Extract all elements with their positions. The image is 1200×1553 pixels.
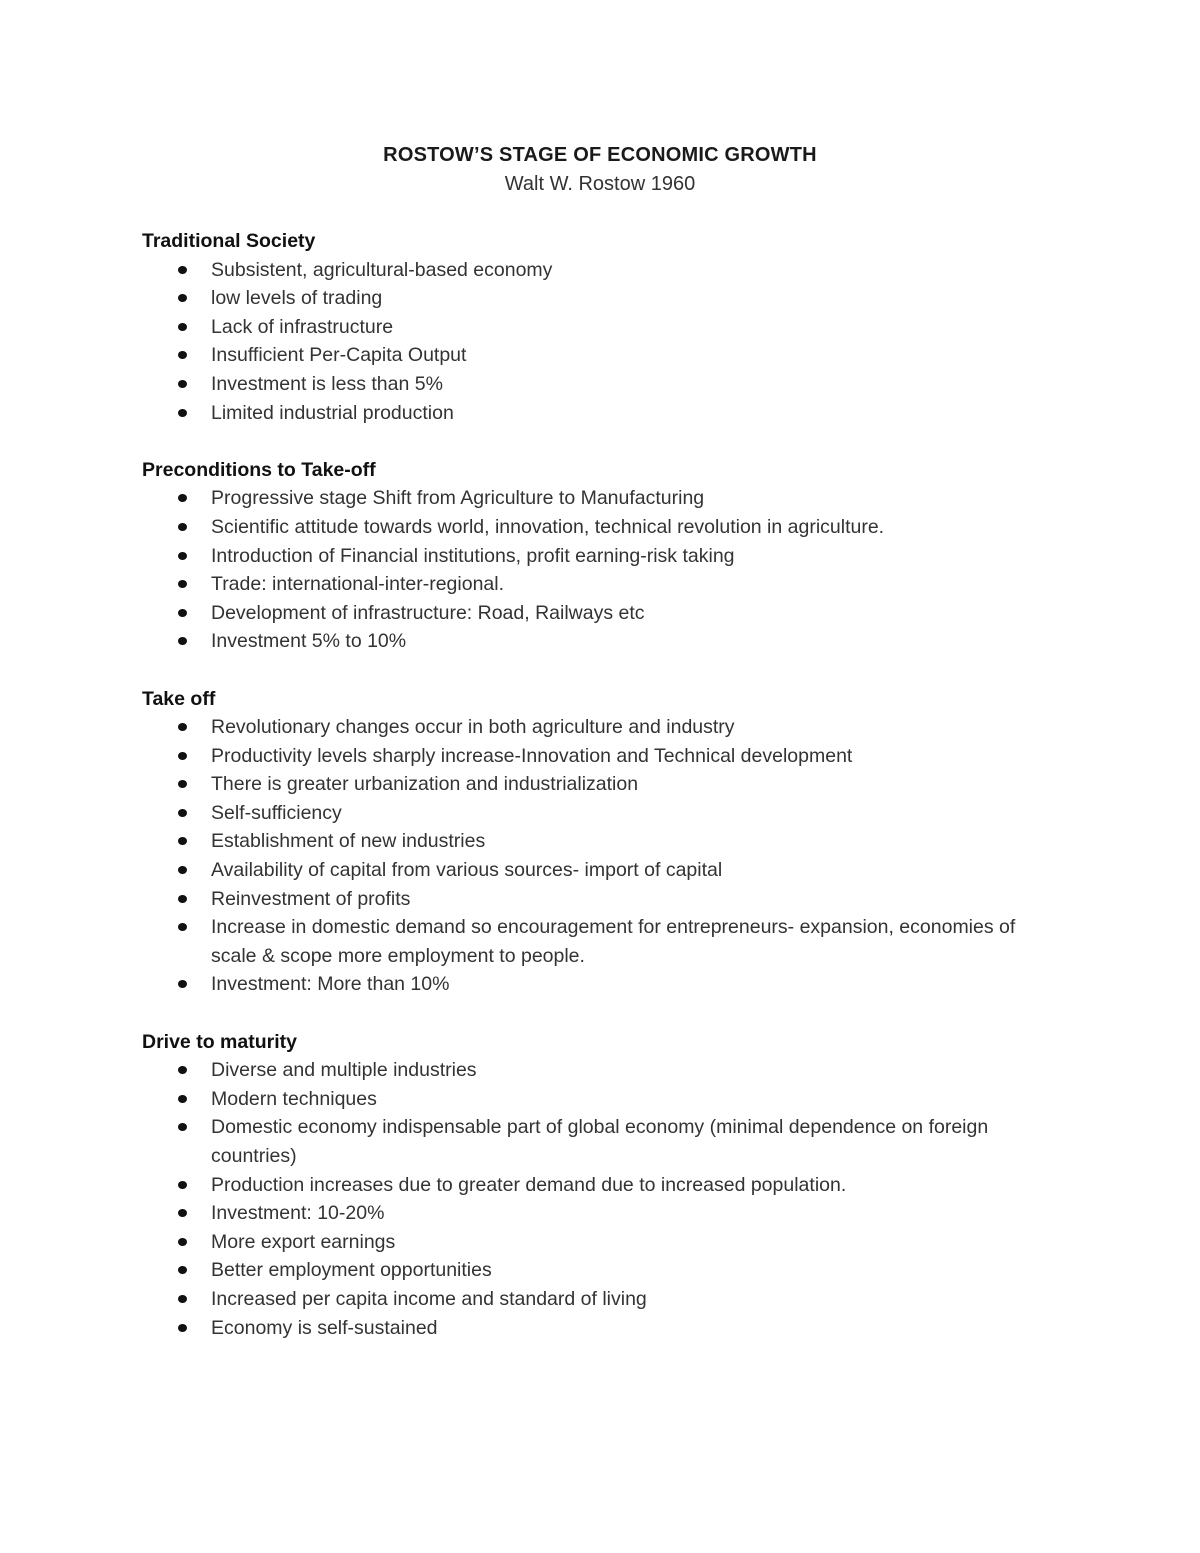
bullet-text: Investment 5% to 10% bbox=[211, 630, 407, 653]
bullet-dot-icon bbox=[178, 494, 187, 502]
bullet-dot-icon bbox=[178, 523, 187, 531]
bullet-dot-icon bbox=[178, 752, 187, 760]
bullet-text: Introduction of Financial institutions, profit earning-risk taking bbox=[211, 544, 735, 567]
bullet-dot-icon bbox=[178, 1295, 187, 1303]
bullet-dot-icon bbox=[178, 1181, 187, 1189]
bullet-dot-icon bbox=[178, 1266, 187, 1274]
bullet-item bbox=[142, 1285, 1042, 1314]
bullet-item bbox=[142, 1113, 1042, 1170]
document-title: ROSTOW’S STAGE OF ECONOMIC GROWTH bbox=[383, 144, 817, 166]
bullet-text: Increased per capita income and standard of living bbox=[211, 1287, 647, 1310]
bullet-text: Development of infrastructure: Road, Railways etc bbox=[211, 601, 645, 624]
bullet-dot-icon bbox=[178, 780, 187, 788]
bullet-item bbox=[142, 341, 1042, 370]
bullet-text: Limited industrial production bbox=[211, 401, 454, 424]
bullet-dot-icon bbox=[178, 809, 187, 817]
bullet-dot-icon bbox=[178, 409, 187, 417]
bullet-item bbox=[142, 370, 1042, 399]
bullet-item bbox=[142, 742, 1042, 771]
bullet-list bbox=[142, 1056, 1042, 1342]
bullet-dot-icon bbox=[178, 323, 187, 331]
bullet-dot-icon bbox=[178, 637, 187, 645]
bullet-text: Economy is self-sustained bbox=[211, 1316, 438, 1339]
bullet-text: Self-sufficiency bbox=[211, 801, 342, 824]
bullet-dot-icon bbox=[178, 1209, 187, 1217]
bullet-item bbox=[142, 484, 1042, 513]
section-heading: Take off bbox=[142, 687, 216, 710]
bullet-text: Investment: More than 10% bbox=[211, 973, 450, 996]
bullet-item bbox=[142, 713, 1042, 742]
bullet-dot-icon bbox=[178, 1324, 187, 1332]
bullet-item bbox=[142, 570, 1042, 599]
document-body bbox=[142, 227, 1042, 1371]
section bbox=[142, 685, 1042, 1000]
bullet-text: Progressive stage Shift from Agriculture to Manufacturing bbox=[211, 487, 705, 510]
bullet-list bbox=[142, 713, 1042, 999]
bullet-dot-icon bbox=[178, 351, 187, 359]
bullet-item bbox=[142, 256, 1042, 285]
bullet-dot-icon bbox=[178, 980, 187, 988]
bullet-item bbox=[142, 1085, 1042, 1114]
bullet-dot-icon bbox=[178, 609, 187, 617]
bullet-item bbox=[142, 284, 1042, 313]
section-heading: Preconditions to Take-off bbox=[142, 458, 376, 481]
bullet-dot-icon bbox=[178, 580, 187, 588]
bullet-text: Diverse and multiple industries bbox=[211, 1059, 477, 1082]
section bbox=[142, 456, 1042, 656]
bullet-text: Scientific attitude towards world, innovation, technical revolution in agriculture. bbox=[211, 515, 885, 538]
bullet-list bbox=[142, 484, 1042, 656]
bullet-text: There is greater urbanization and industrialization bbox=[211, 773, 639, 796]
bullet-dot-icon bbox=[178, 380, 187, 388]
bullet-text: Revolutionary changes occur in both agriculture and industry bbox=[211, 716, 735, 739]
bullet-item bbox=[142, 970, 1042, 999]
bullet-item bbox=[142, 1228, 1042, 1257]
bullet-dot-icon bbox=[178, 552, 187, 560]
bullet-item bbox=[142, 313, 1042, 342]
bullet-item bbox=[142, 1314, 1042, 1343]
bullet-text: Investment: 10-20% bbox=[211, 1202, 385, 1225]
bullet-item bbox=[142, 542, 1042, 571]
bullet-dot-icon bbox=[178, 723, 187, 731]
bullet-text: Domestic economy indispensable part of global economy (minimal dependence on foreign countries) bbox=[211, 1116, 989, 1167]
bullet-text: More export earnings bbox=[211, 1230, 396, 1253]
bullet-dot-icon bbox=[178, 895, 187, 903]
bullet-item bbox=[142, 1171, 1042, 1200]
bullet-dot-icon bbox=[178, 294, 187, 302]
bullet-item bbox=[142, 1056, 1042, 1085]
bullet-text: Modern techniques bbox=[211, 1087, 377, 1110]
bullet-list bbox=[142, 256, 1042, 428]
bullet-text: low levels of trading bbox=[211, 287, 383, 310]
bullet-text: Subsistent, agricultural-based economy bbox=[211, 258, 553, 281]
section-heading: Traditional Society bbox=[142, 230, 316, 252]
bullet-item bbox=[142, 399, 1042, 428]
bullet-text: Availability of capital from various sources- import of capital bbox=[211, 859, 723, 882]
bullet-dot-icon bbox=[178, 866, 187, 874]
bullet-dot-icon bbox=[178, 1066, 187, 1074]
bullet-text: Better employment opportunities bbox=[211, 1259, 492, 1282]
bullet-item bbox=[142, 913, 1042, 970]
bullet-item bbox=[142, 799, 1042, 828]
bullet-item bbox=[142, 856, 1042, 885]
bullet-item bbox=[142, 885, 1042, 914]
bullet-item bbox=[142, 1256, 1042, 1285]
document-subtitle: Walt W. Rostow 1960 bbox=[504, 173, 696, 195]
bullet-item bbox=[142, 1199, 1042, 1228]
bullet-dot-icon bbox=[178, 1095, 187, 1103]
bullet-text: Investment is less than 5% bbox=[211, 372, 443, 395]
bullet-text: Increase in domestic demand so encouragement for entrepreneurs- expansion, economies of scale & scope more employment to people. bbox=[211, 916, 1016, 967]
bullet-item bbox=[142, 627, 1042, 656]
bullet-dot-icon bbox=[178, 837, 187, 845]
bullet-dot-icon bbox=[178, 1238, 187, 1246]
bullet-item bbox=[142, 827, 1042, 856]
bullet-text: Establishment of new industries bbox=[211, 830, 486, 853]
section bbox=[142, 227, 1042, 427]
section-heading: Drive to maturity bbox=[142, 1030, 297, 1053]
bullet-dot-icon bbox=[178, 1123, 187, 1131]
bullet-text: Lack of infrastructure bbox=[211, 315, 394, 338]
bullet-text: Reinvestment of profits bbox=[211, 887, 411, 910]
bullet-item bbox=[142, 599, 1042, 628]
bullet-item bbox=[142, 770, 1042, 799]
bullet-text: Productivity levels sharply increase-Innovation and Technical development bbox=[211, 744, 853, 767]
bullet-item bbox=[142, 513, 1042, 542]
section bbox=[142, 1028, 1042, 1343]
bullet-dot-icon bbox=[178, 266, 187, 274]
bullet-text: Production increases due to greater demand due to increased population. bbox=[211, 1173, 847, 1196]
bullet-dot-icon bbox=[178, 923, 187, 931]
bullet-text: Insufficient Per-Capita Output bbox=[211, 344, 467, 367]
bullet-text: Trade: international-inter-regional. bbox=[211, 573, 505, 596]
